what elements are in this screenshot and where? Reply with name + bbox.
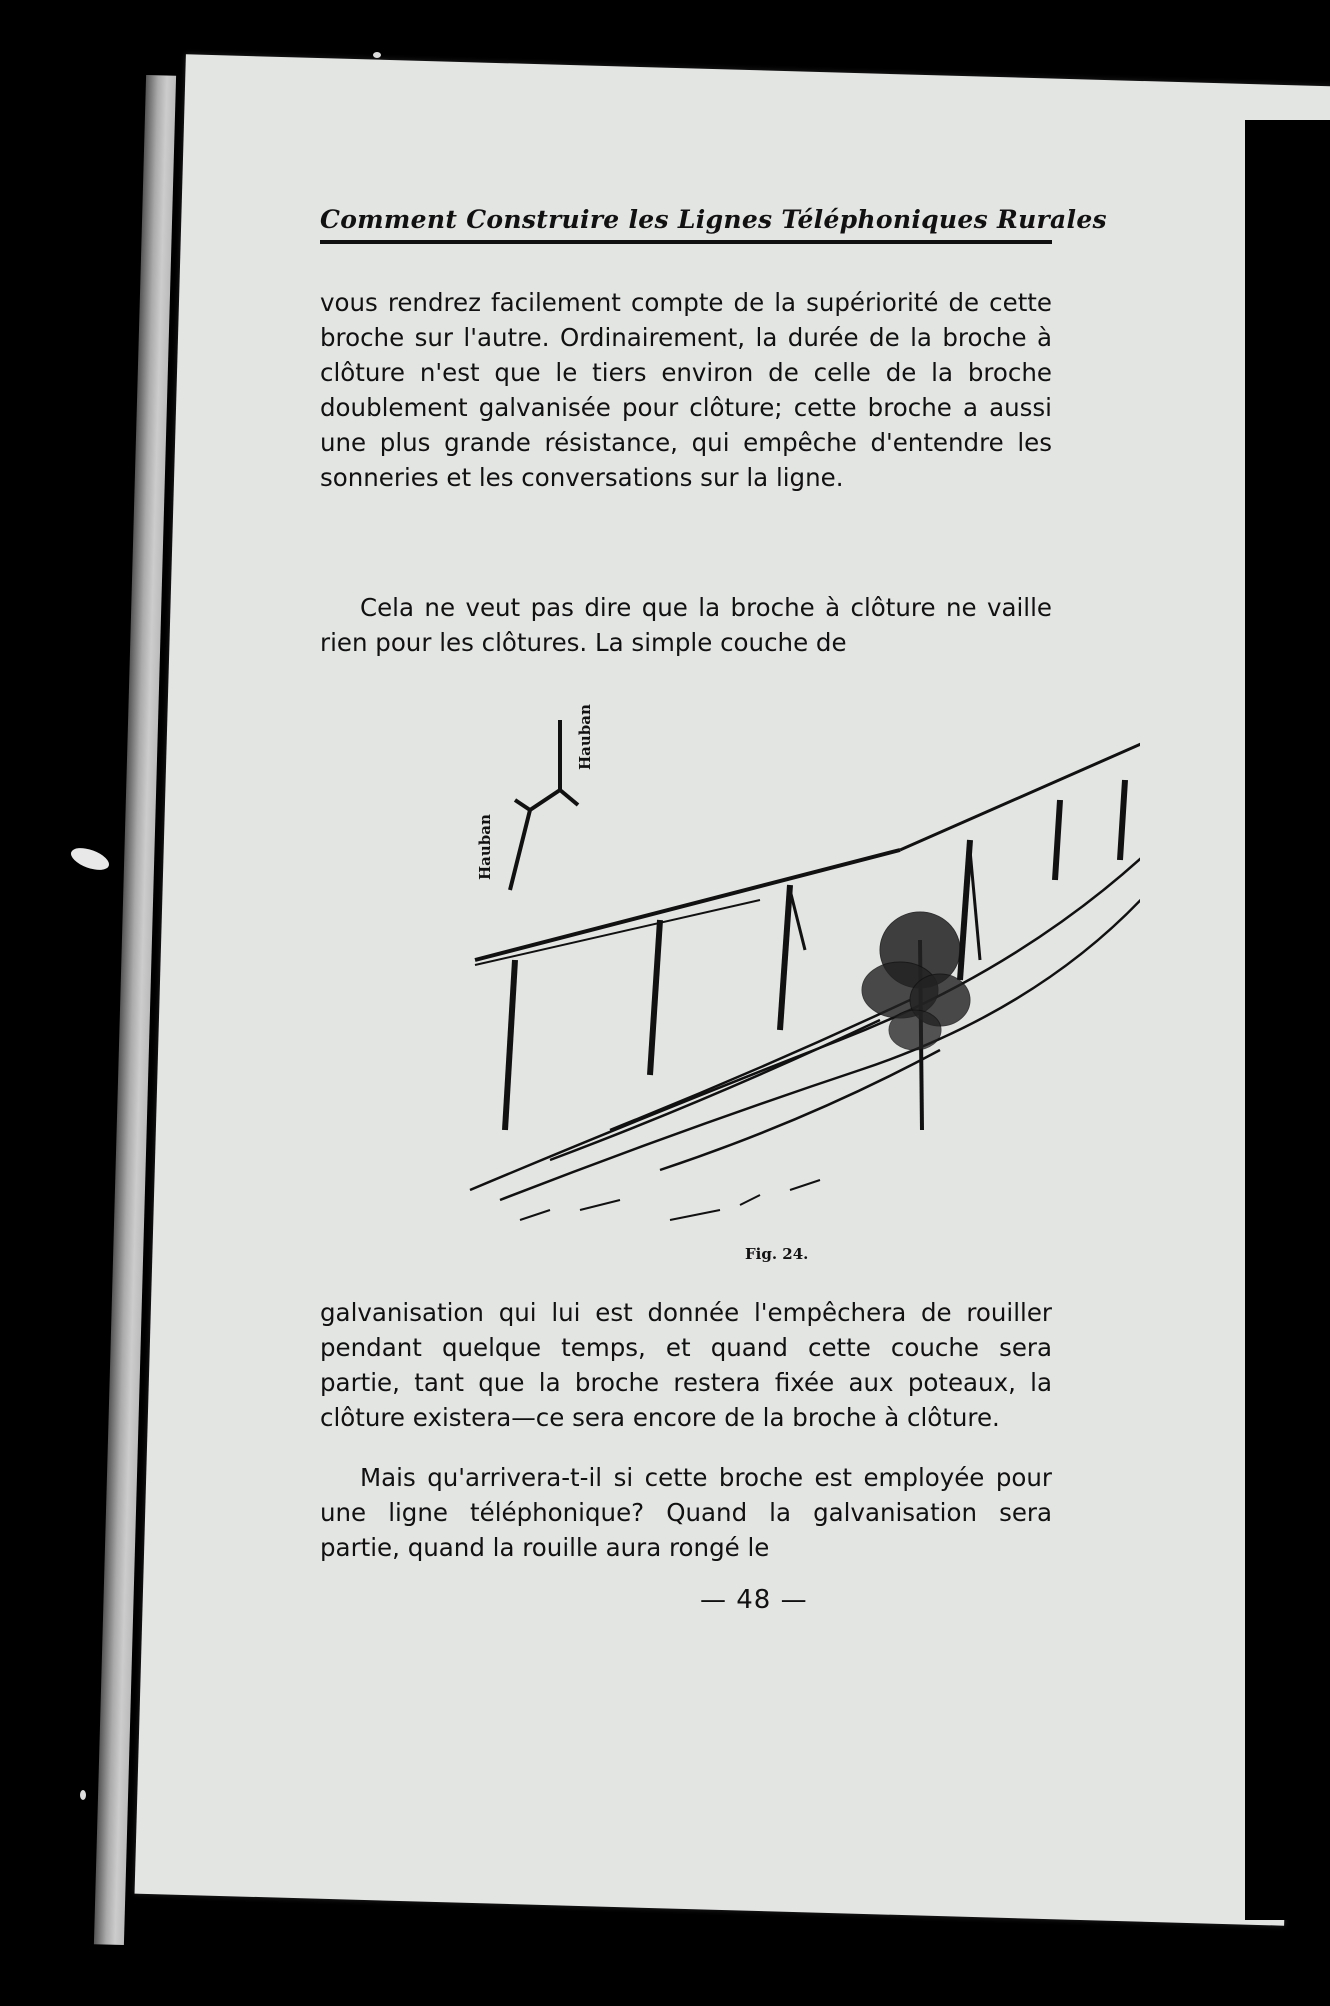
poles	[505, 780, 1125, 1130]
page-number: — 48 —	[700, 1585, 808, 1615]
line-wire	[475, 850, 900, 960]
right-shadow-edge	[1245, 120, 1330, 1920]
dust-speck	[80, 1790, 86, 1800]
paragraph-1: vous rendrez facilement compte de la supériorité de cette broche sur l'autre. Ordinairement, la durée de la broche à clôture n'est que le tiers environ de celle de la broche doublement galvanisée pour clôture; cette broche a aussi une plus grande résistance, qui empêche d'entendre les sonneries et les conversations sur la ligne.	[320, 288, 1052, 492]
dust-speck	[373, 52, 381, 58]
figure-label-hauban-right: Hauban	[576, 704, 594, 770]
figure-caption: Fig. 24.	[745, 1245, 809, 1263]
figure-telephone-line-illustration	[460, 690, 1140, 1250]
running-head: Comment Construire les Lignes Téléphoniques Rurales	[320, 205, 1052, 244]
paragraph-2: Cela ne veut pas dire que la broche à clôture ne vaille rien pour les clôtures. La simple couche de	[320, 593, 1052, 657]
dust-speck	[68, 844, 112, 875]
paragraph-3: galvanisation qui lui est donnée l'empêchera de rouiller pendant quelque temps, et quand cette couche sera partie, tant que la broche restera fixée aux poteaux, la clôture existera—ce sera encore de la broche à clôture.	[320, 1298, 1052, 1432]
line-wire	[900, 740, 1140, 850]
ground-slope	[470, 850, 1140, 1200]
guy-wire-diagram	[510, 720, 578, 890]
figure-label-hauban-left: Hauban	[476, 814, 494, 880]
paragraph-4: Mais qu'arrivera-t-il si cette broche est employée pour une ligne téléphonique? Quand la galvanisation sera partie, quand la rouille aura rongé le	[320, 1463, 1052, 1562]
